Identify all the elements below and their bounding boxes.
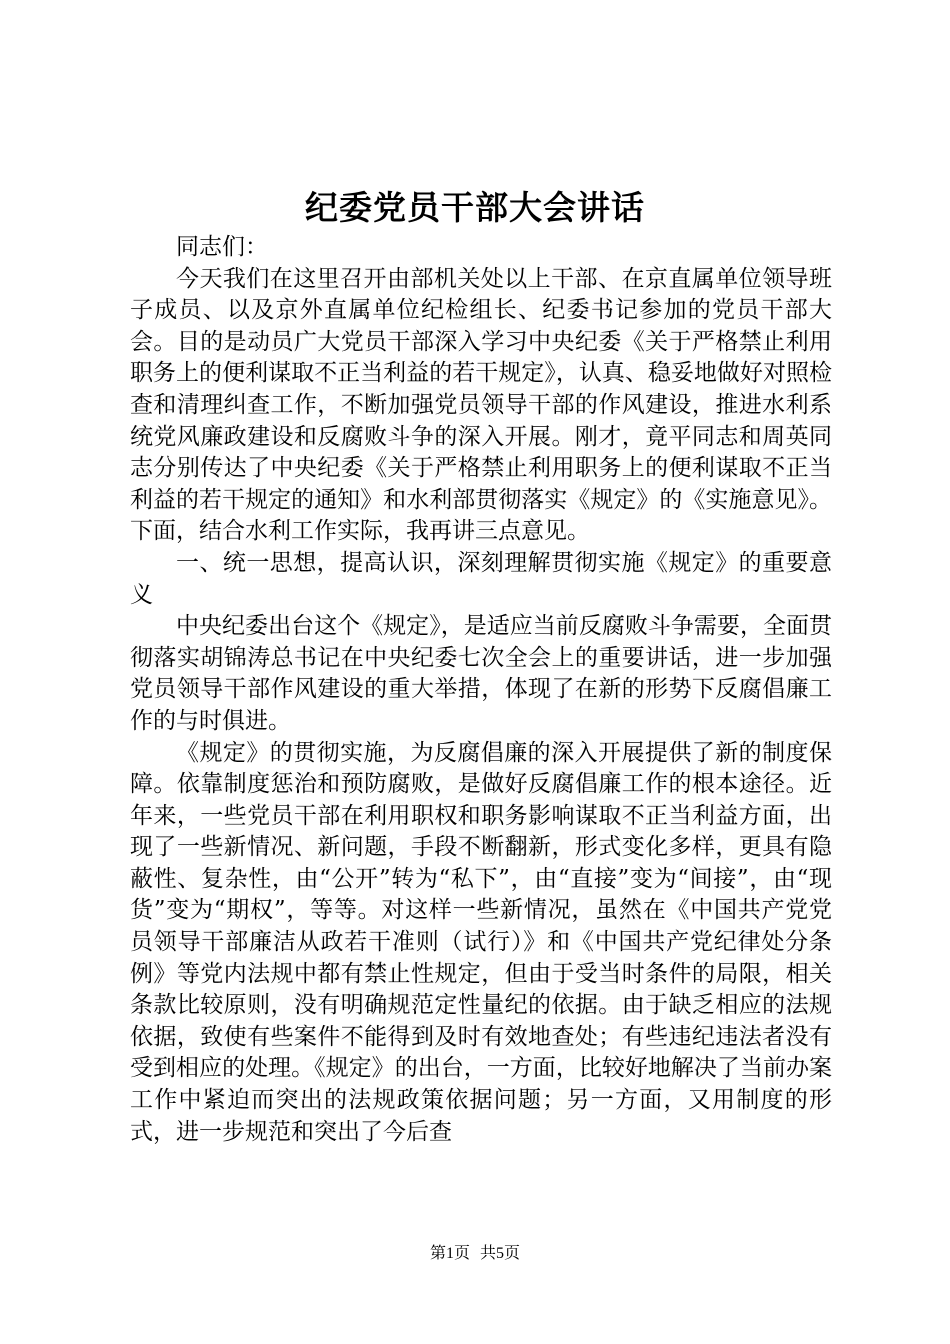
body-paragraph: 中央纪委出台这个《规定》，是适应当前反腐败斗争需要，全面贯彻落实胡锦涛总书记在中央纪委七次全会上的重要讲话，进一步加强党员领导干部作风建设的重大举措，体现了在新的形势下反腐倡廉工作的与时俱进。 xyxy=(130,613,832,734)
document-body xyxy=(130,232,832,1148)
body-paragraph: 《规定》的贯彻实施，为反腐倡廉的深入开展提供了新的制度保障。依靠制度惩治和预防腐败，是做好反腐倡廉工作的根本途径。近年来，一些党员干部在利用职权和职务影响谋取不正当利益方面，出现了一些新情况、新问题，手段不断翻新，形式变化多样，更具有隐蔽性、复杂性，由“公开”转为“私下”，由“直接”变为“间接”，由“现货”变为“期权”，等等。对这样一些新情况，虽然在《中国共产党党员领导干部廉洁从政若干准则（试行）》和《中国共产党纪律处分条例》等党内法规中都有禁止性规定，但由于受当时条件的局限，相关条款比较原则，没有明确规范定性量纪的依据。由于缺乏相应的法规依据，致使有些案件不能得到及时有效地查处；有些违纪违法者没有受到相应的处理。《规定》的出台，一方面，比较好地解决了当前办案工作中紧迫而突出的法规政策依据问题；另一方面，又用制度的形式，进一步规范和突出了今后查 xyxy=(130,739,832,1145)
page-number: 第1页 xyxy=(429,1245,470,1262)
document-title: 纪委党员干部大会讲话 xyxy=(305,188,645,227)
page-total: 共5页 xyxy=(480,1245,521,1262)
section-heading-1: 一、统一思想，提高认识，深刻理解贯彻实施《规定》的重要意义 xyxy=(130,549,832,608)
salutation-paragraph: 同志们： xyxy=(176,234,268,260)
page-footer xyxy=(0,1243,950,1265)
intro-paragraph: 今天我们在这里召开由部机关处以上干部、在京直属单位领导班子成员、以及京外直属单位纪检组长、纪委书记参加的党员干部大会。目的是动员广大党员干部深入学习中央纪委《关于严格禁止利用职务上的便利谋取不正当利益的若干规定》，认真、稳妥地做好对照检查和清理纠查工作，不断加强党员领导干部的作风建设，推进水利系统党风廉政建设和反腐败斗争的深入开展。刚才，竟平同志和周英同志分别传达了中央纪委《关于严格禁止利用职务上的便利谋取不正当利益的若干规定的通知》和水利部贯彻落实《规定》的《实施意见》。下面，结合水利工作实际，我再讲三点意见。 xyxy=(130,265,832,545)
